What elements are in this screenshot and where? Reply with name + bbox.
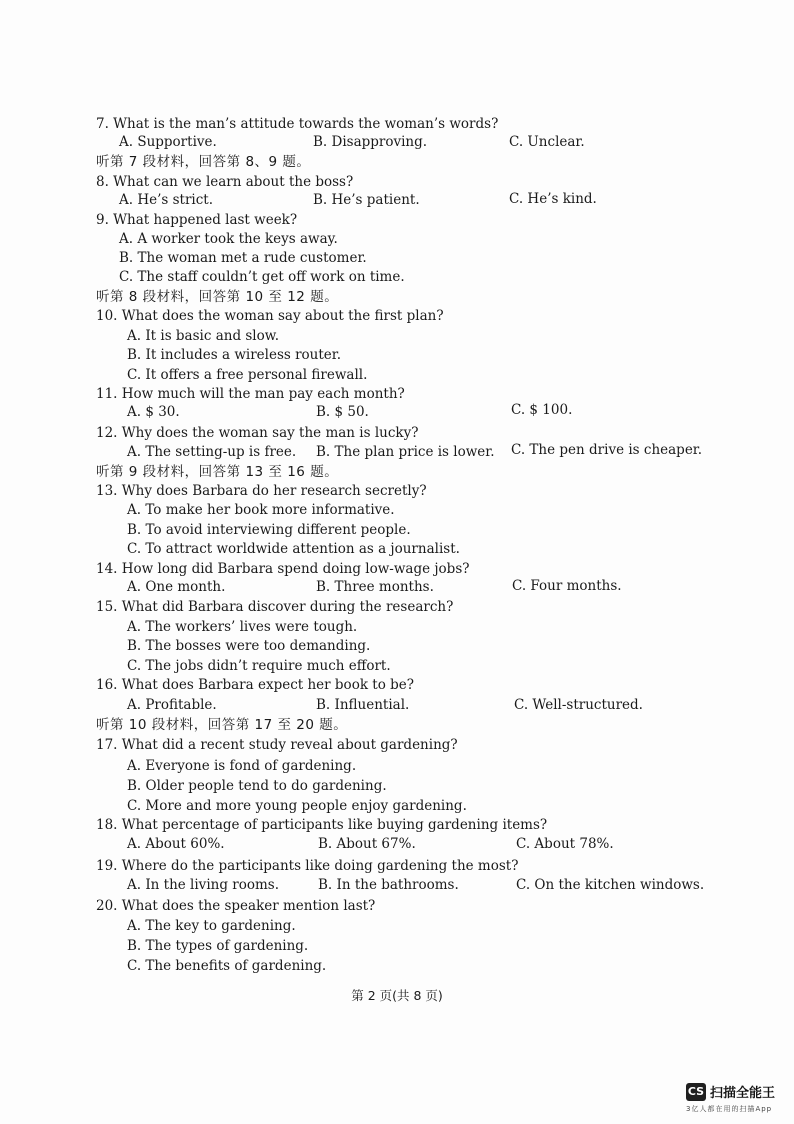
question-16: 16. What does Barbara expect her book to be? <box>96 677 415 693</box>
section-10-header: 听第 10 段材料，回答第 17 至 20 题。 <box>96 717 348 733</box>
section-7-header: 听第 7 段材料，回答第 8、9 题。 <box>96 154 311 170</box>
q18-option-c: C. About 78%. <box>516 836 614 852</box>
q19-option-c: C. On the kitchen windows. <box>516 877 705 893</box>
q18-option-b: B. About 67%. <box>318 836 416 852</box>
q14-option-a: A. One month. <box>127 579 226 595</box>
cs-logo-icon: CS <box>686 1083 706 1101</box>
section-8-header: 听第 8 段材料，回答第 10 至 12 题。 <box>96 289 339 305</box>
q16-option-c: C. Well-structured. <box>514 697 643 713</box>
question-15: 15. What did Barbara discover during the research? <box>96 599 454 615</box>
q17-option-a: A. Everyone is fond of gardening. <box>127 758 357 774</box>
q7-option-a: A. Supportive. <box>119 134 217 150</box>
question-13: 13. Why does Barbara do her research secretly? <box>96 483 427 499</box>
q14-option-b: B. Three months. <box>316 579 434 595</box>
q7-option-b: B. Disapproving. <box>313 134 428 150</box>
question-20: 20. What does the speaker mention last? <box>96 898 376 914</box>
q13-option-c: C. To attract worldwide attention as a journalist. <box>127 541 460 557</box>
q11-option-c: C. $ 100. <box>511 402 573 418</box>
q16-option-a: A. Profitable. <box>127 697 217 713</box>
section-9-header: 听第 9 段材料，回答第 13 至 16 题。 <box>96 464 339 480</box>
q9-option-a: A. A worker took the keys away. <box>119 231 338 247</box>
q7-option-c: C. Unclear. <box>509 134 585 150</box>
scanner-app-name: 扫描全能王 <box>710 1086 776 1101</box>
q15-option-a: A. The workers’ lives were tough. <box>127 619 358 635</box>
question-17: 17. What did a recent study reveal about gardening? <box>96 737 458 753</box>
q17-option-b: B. Older people tend to do gardening. <box>127 778 387 794</box>
q9-option-b: B. The woman met a rude customer. <box>119 250 367 266</box>
q20-option-b: B. The types of gardening. <box>127 938 309 954</box>
q14-option-c: C. Four months. <box>512 578 622 594</box>
q8-option-a: A. He’s strict. <box>119 192 214 208</box>
q11-option-a: A. $ 30. <box>127 404 180 420</box>
q9-option-c: C. The staff couldn’t get off work on time. <box>119 269 405 285</box>
q15-option-c: C. The jobs didn’t require much effort. <box>127 658 391 674</box>
scanner-watermark <box>686 1082 775 1101</box>
q11-option-b: B. $ 50. <box>316 404 369 420</box>
scanner-tagline: 3亿人都在用的扫描App <box>686 1105 773 1113</box>
q10-option-b: B. It includes a wireless router. <box>127 347 342 363</box>
q20-option-c: C. The benefits of gardening. <box>127 958 327 974</box>
question-18: 18. What percentage of participants like buying gardening items? <box>96 817 548 833</box>
q13-option-a: A. To make her book more informative. <box>127 502 395 518</box>
q13-option-b: B. To avoid interviewing different people. <box>127 522 411 538</box>
question-19: 19. Where do the participants like doing gardening the most? <box>96 858 519 874</box>
q19-option-a: A. In the living rooms. <box>127 877 279 893</box>
question-8: 8. What can we learn about the boss? <box>96 174 354 190</box>
question-11: 11. How much will the man pay each month? <box>96 386 405 402</box>
q10-option-a: A. It is basic and slow. <box>127 328 280 344</box>
q10-option-c: C. It offers a free personal firewall. <box>127 367 368 383</box>
q12-option-b: B. The plan price is lower. <box>316 444 495 460</box>
q12-option-c: C. The pen drive is cheaper. <box>511 442 703 458</box>
question-10: 10. What does the woman say about the first plan? <box>96 308 444 324</box>
q16-option-b: B. Influential. <box>316 697 410 713</box>
question-14: 14. How long did Barbara spend doing low-wage jobs? <box>96 561 470 577</box>
q20-option-a: A. The key to gardening. <box>127 918 296 934</box>
question-12: 12. Why does the woman say the man is lucky? <box>96 425 419 441</box>
question-7: 7. What is the man’s attitude towards the woman’s words? <box>96 116 499 132</box>
page-number: 第 2 页(共 8 页) <box>351 988 443 1003</box>
q8-option-b: B. He’s patient. <box>313 192 420 208</box>
q8-option-c: C. He’s kind. <box>509 191 597 207</box>
q17-option-c: C. More and more young people enjoy gardening. <box>127 798 467 814</box>
q15-option-b: B. The bosses were too demanding. <box>127 638 371 654</box>
question-9: 9. What happened last week? <box>96 212 298 228</box>
q12-option-a: A. The setting-up is free. <box>127 444 297 460</box>
q19-option-b: B. In the bathrooms. <box>318 877 459 893</box>
page-footer <box>0 986 794 1004</box>
q18-option-a: A. About 60%. <box>127 836 225 852</box>
